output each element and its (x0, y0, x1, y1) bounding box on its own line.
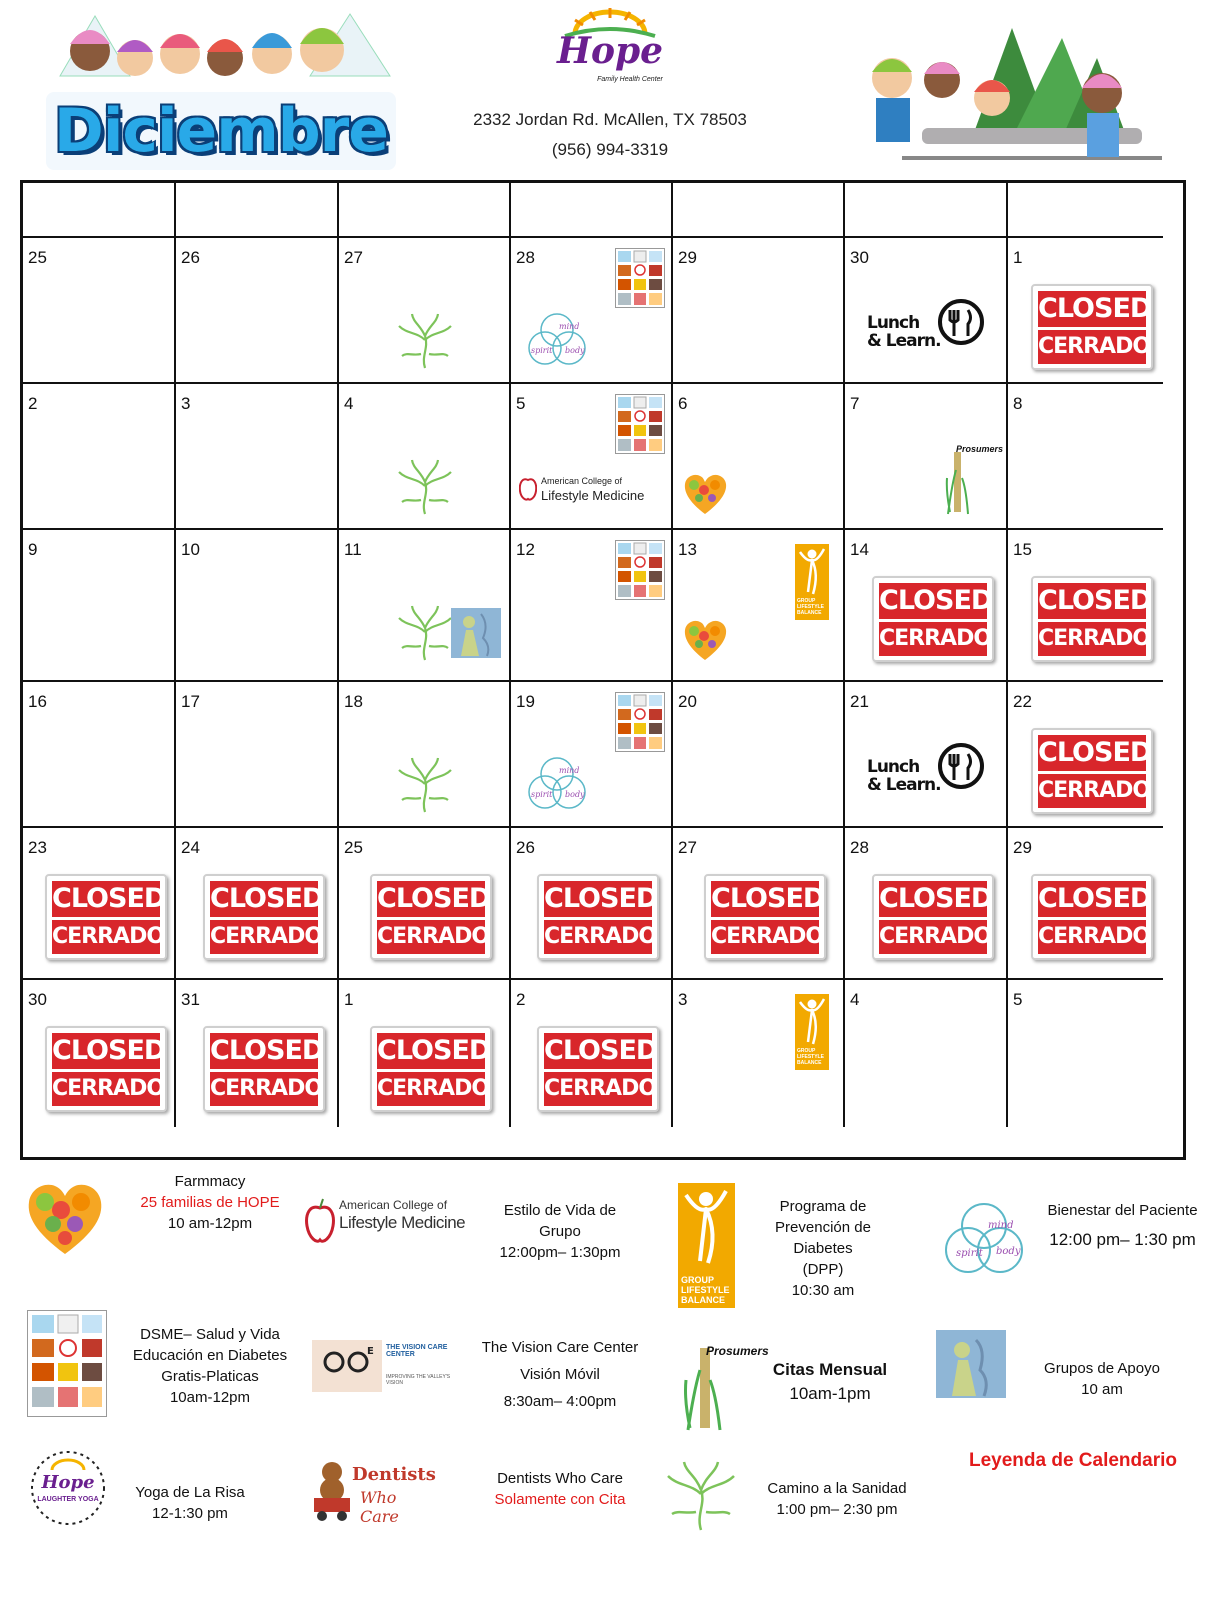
calendar-day-cell (511, 384, 673, 530)
calendar-day-cell (673, 530, 845, 682)
legend-vision-time: 8:30am– 4:00pm (503, 1393, 617, 1410)
calendar-day-cell (845, 682, 1008, 828)
calendar-day-cell (511, 238, 673, 384)
legend-camino-title: Camino a la Sanidad (767, 1480, 907, 1497)
closed-sign (45, 1026, 167, 1112)
calendar-day-cell (339, 682, 511, 828)
weekday-header-cell (176, 183, 339, 238)
calendar-day-cell (845, 980, 1008, 1127)
weekday-header-cell (339, 183, 511, 238)
aclm-line2: Lifestyle Medicine (541, 488, 645, 503)
closed-sign (704, 874, 826, 960)
day-number: 27 (344, 248, 363, 267)
day-number: 31 (181, 990, 200, 1009)
weekday-header-cell (23, 183, 176, 238)
day-number: 6 (678, 394, 688, 413)
legend-estilo-line2: Grupo (539, 1223, 581, 1240)
closed-sign-spanish: CERRADO (210, 1072, 318, 1106)
legend-dentists-sub: Solamente con Cita (494, 1491, 626, 1508)
tree-icon (656, 1454, 746, 1532)
closed-sign (203, 874, 325, 960)
day-number: 14 (850, 540, 869, 559)
legend-dsme (110, 1324, 310, 1408)
legend-dsme-line2: Educación en Diabetes (132, 1347, 288, 1364)
day-number: 15 (1013, 540, 1032, 559)
calendar-day-cell (23, 384, 176, 530)
closed-sign-english: CLOSED (52, 881, 160, 917)
day-number: 29 (678, 248, 697, 267)
aclm-logo (305, 1196, 470, 1246)
calendar-day-cell (845, 238, 1008, 384)
tree-icon (393, 454, 457, 518)
closed-sign (872, 576, 994, 662)
day-number: 11 (344, 540, 362, 559)
closed-sign-spanish: CERRADO (210, 920, 318, 954)
lunch-logo-line1: Lunch (867, 313, 920, 333)
calendar-day-cell (511, 980, 673, 1127)
aclm-line1: American College of (541, 476, 623, 486)
calendar-day-cell (673, 980, 845, 1127)
day-number: 25 (28, 248, 47, 267)
weekday-header-cell (673, 183, 845, 238)
day-number: 7 (850, 394, 860, 413)
tree-icon (393, 600, 457, 664)
apple-icon (519, 472, 537, 507)
day-number: 10 (181, 540, 200, 559)
calendar-day-cell (23, 530, 176, 682)
legend-dpp-line2: Prevención de (775, 1219, 871, 1236)
day-number: 22 (1013, 692, 1032, 711)
legend-dpp-line4: (DPP) (802, 1261, 844, 1278)
vision-logo-line: THE VISION CARE CENTER (386, 1344, 448, 1358)
closed-sign (1031, 576, 1153, 662)
day-number: 25 (344, 838, 363, 857)
day-number: 24 (181, 838, 200, 857)
closed-sign-english: CLOSED (1038, 735, 1146, 771)
legend-citas-time: 10am-1pm (789, 1384, 871, 1403)
mind-spirit-body-logo (934, 1198, 1034, 1278)
calendar-day-cell (673, 384, 845, 530)
hope-logo (545, 4, 675, 96)
closed-sign-english: CLOSED (377, 881, 485, 917)
legend-estilo (480, 1200, 640, 1263)
legend-vision (470, 1334, 650, 1415)
closed-sign-spanish: CERRADO (52, 920, 160, 954)
closed-sign-english: CLOSED (1038, 583, 1146, 619)
calendar-day-cell (511, 530, 673, 682)
calendar-day-cell (176, 384, 339, 530)
day-number: 4 (850, 990, 860, 1009)
closed-sign-spanish: CERRADO (1038, 774, 1146, 808)
legend-dpp (748, 1196, 898, 1301)
legend-camino (752, 1478, 922, 1520)
closed-sign (1031, 728, 1153, 814)
day-number: 29 (1013, 838, 1032, 857)
legend-vision-line1: The Vision Care Center (481, 1339, 639, 1356)
calendar-day-cell (176, 238, 339, 384)
calendar-day-cell (845, 530, 1008, 682)
clinic-address: 2332 Jordan Rd. McAllen, TX 78503 (473, 110, 747, 129)
legend-vision-line2: Visión Móvil (520, 1366, 600, 1383)
legend-bienestar (1030, 1200, 1215, 1250)
calendar-day-cell (339, 980, 511, 1127)
legend-citas (760, 1358, 900, 1406)
support-group-painting-icon (936, 1330, 1006, 1398)
legend-dpp-line1: Programa de (779, 1198, 867, 1215)
legend-dsme-time: 10am-12pm (169, 1389, 251, 1406)
calendar-day-cell (339, 384, 511, 530)
day-number: 19 (516, 692, 535, 711)
legend-grupos-title: Grupos de Apoyo (1044, 1360, 1160, 1377)
legend-dentists (470, 1468, 650, 1510)
tree-icon (393, 752, 457, 816)
calendar-day-cell (1008, 384, 1163, 530)
day-number: 1 (1013, 248, 1023, 267)
lunch-logo-line1: Lunch (867, 757, 920, 777)
closed-sign (370, 874, 492, 960)
dentists-logo-line1: Dentists (352, 1464, 436, 1485)
apple-icon (305, 1196, 335, 1246)
calendar-day-cell (176, 980, 339, 1127)
fork-knife-icon (937, 298, 985, 351)
vision-care-logo (312, 1340, 467, 1392)
weekday-header-cell (511, 183, 673, 238)
legend-citas-title: Citas Mensual (772, 1360, 888, 1379)
closed-sign-spanish: CERRADO (377, 1072, 485, 1106)
day-number: 30 (850, 248, 869, 267)
closed-sign-spanish: CERRADO (544, 1072, 652, 1106)
closed-sign-english: CLOSED (1038, 291, 1146, 327)
calendar-day-cell (673, 828, 845, 980)
mind-spirit-body-icon (521, 310, 593, 366)
day-number: 3 (181, 394, 191, 413)
dsme-chart-icon (615, 540, 665, 600)
legend-bienestar-time: 12:00 pm– 1:30 pm (1049, 1230, 1196, 1249)
calendar-day-cell (1008, 828, 1163, 980)
closed-sign-english: CLOSED (879, 583, 987, 619)
svg-text:E: E (367, 1346, 374, 1357)
day-number: 13 (678, 540, 697, 559)
calendar-day-cell (176, 682, 339, 828)
legend-estilo-time: 12:00pm– 1:30pm (499, 1244, 621, 1261)
prosumers-logo-text: Prosumers (706, 1344, 769, 1358)
calendar-day-cell (176, 530, 339, 682)
glb-icon-text: GROUP LIFESTYLE BALANCE (797, 1048, 824, 1066)
month-title: Diciembre (46, 92, 396, 170)
closed-sign-english: CLOSED (711, 881, 819, 917)
closed-sign-spanish: CERRADO (1038, 330, 1146, 364)
legend-camino-time: 1:00 pm– 2:30 pm (776, 1501, 898, 1518)
aclm-logo (519, 470, 649, 510)
closed-sign (45, 874, 167, 960)
legend-dpp-line3: Diabetes (793, 1240, 853, 1257)
calendar-day-cell (845, 384, 1008, 530)
svg-text:spirit: spirit (956, 1248, 983, 1259)
day-number: 12 (516, 540, 535, 559)
calendar-day-cell (23, 980, 176, 1127)
calendar-day-cell (511, 828, 673, 980)
closed-sign (537, 874, 659, 960)
day-number: 2 (516, 990, 526, 1009)
calendar-day-cell (673, 682, 845, 828)
dentists-who-care-logo (312, 1458, 436, 1526)
legend-bienestar-title: Bienestar del Paciente (1047, 1202, 1198, 1219)
hope-logo-text: Hope (556, 30, 664, 72)
legend-farmmacy-title: Farmmacy (174, 1173, 246, 1190)
day-number: 4 (344, 394, 354, 413)
day-number: 3 (678, 990, 688, 1009)
legend-yoga-time: 12-1:30 pm (152, 1505, 228, 1522)
laughter-yoga-logo (28, 1448, 108, 1528)
sled-kids-illustration (862, 18, 1182, 170)
calendar-day-cell (1008, 238, 1163, 384)
day-number: 18 (344, 692, 363, 711)
day-number: 5 (516, 394, 526, 413)
heart-produce-icon (683, 618, 728, 662)
day-number: 28 (850, 838, 869, 857)
fork-knife-icon (937, 742, 985, 795)
legend-dpp-time: 10:30 am (791, 1282, 855, 1299)
mind-body-label: body (565, 790, 585, 799)
closed-sign-english: CLOSED (210, 881, 318, 917)
closed-sign-english: CLOSED (879, 881, 987, 917)
group-lifestyle-balance-logo (678, 1183, 735, 1308)
dsme-chart-icon (27, 1310, 107, 1417)
support-group-painting-icon (451, 608, 501, 658)
hope-logo-subtext: Family Health Center (597, 76, 663, 83)
mind-body-label: spirit (531, 790, 553, 799)
svg-text:mind: mind (988, 1220, 1014, 1231)
closed-sign-english: CLOSED (52, 1033, 160, 1069)
legend-dsme-line1: DSME– Salud y Vida (140, 1326, 280, 1343)
mind-spirit-body-icon (521, 754, 593, 810)
closed-sign-spanish: CERRADO (544, 920, 652, 954)
legend-grupos (1022, 1358, 1182, 1400)
calendar-day-cell (176, 828, 339, 980)
closed-sign-spanish: CERRADO (377, 920, 485, 954)
calendar-grid (20, 180, 1186, 1160)
prosumers-logo (944, 444, 1004, 518)
day-number: 30 (28, 990, 47, 1009)
svg-text:body: body (996, 1246, 1021, 1257)
prosumers-logo-text: Prosumers (956, 444, 1004, 454)
closed-sign-english: CLOSED (544, 881, 652, 917)
dsme-chart-icon (615, 692, 665, 752)
legend-yoga (115, 1482, 265, 1524)
weekday-header-cell (845, 183, 1008, 238)
legend-farmmacy-sub: 25 familias de HOPE (140, 1194, 280, 1211)
aclm-logo-line1: American College of (339, 1198, 448, 1212)
closed-sign-spanish: CERRADO (1038, 920, 1146, 954)
mind-body-label: body (565, 346, 585, 355)
day-number: 2 (28, 394, 38, 413)
legend-title: Leyenda de Calendario (968, 1450, 1177, 1471)
calendar-day-cell (1008, 682, 1163, 828)
closed-sign-english: CLOSED (1038, 881, 1146, 917)
calendar-day-cell (23, 238, 176, 384)
day-number: 8 (1013, 394, 1023, 413)
calendar-day-cell (1008, 530, 1163, 682)
day-number: 26 (181, 248, 200, 267)
aclm-logo-line2: Lifestyle Medicine (339, 1213, 466, 1232)
glasses-woman-icon (312, 1340, 382, 1392)
heart-produce-icon (25, 1180, 105, 1260)
glb-logo-text: GROUP LIFESTYLE BALANCE (681, 1275, 730, 1305)
lunch-logo-line2: & Learn. (867, 775, 941, 795)
mind-body-label: mind (559, 322, 580, 331)
day-number: 26 (516, 838, 535, 857)
group-lifestyle-balance-icon (795, 994, 829, 1070)
closed-sign (537, 1026, 659, 1112)
lunch-logo-line2: & Learn. (867, 331, 941, 351)
legend-farmmacy (120, 1171, 300, 1234)
calendar-header (0, 0, 1223, 180)
calendar-day-cell (1008, 980, 1163, 1127)
person-figure-icon (678, 1183, 735, 1273)
mind-body-label: spirit (531, 346, 553, 355)
calendar-day-cell (23, 682, 176, 828)
yoga-logo-laughter: LAUGHTER YOGA (37, 1496, 99, 1503)
closed-sign-english: CLOSED (377, 1033, 485, 1069)
dsme-chart-icon (615, 394, 665, 454)
weekday-header-cell (1008, 183, 1163, 238)
dsme-chart-icon (615, 248, 665, 308)
calendar-day-cell (511, 682, 673, 828)
day-number: 27 (678, 838, 697, 857)
group-lifestyle-balance-icon (795, 544, 829, 620)
legend-farmmacy-time: 10 am-12pm (167, 1215, 253, 1232)
teddy-wagon-icon (312, 1458, 354, 1522)
closed-sign-spanish: CERRADO (879, 920, 987, 954)
closed-sign (1031, 874, 1153, 960)
closed-sign-spanish: CERRADO (52, 1072, 160, 1106)
day-number: 5 (1013, 990, 1023, 1009)
mind-body-label: mind (559, 766, 580, 775)
calendar-day-cell (339, 238, 511, 384)
day-number: 1 (344, 990, 354, 1009)
glb-icon-text: GROUP LIFESTYLE BALANCE (797, 598, 824, 616)
day-number: 17 (181, 692, 200, 711)
lunch-and-learn-logo (867, 298, 987, 368)
legend-dsme-line3: Gratis-Platicas (161, 1368, 259, 1385)
closed-sign-english: CLOSED (210, 1033, 318, 1069)
closed-sign-spanish: CERRADO (1038, 622, 1146, 656)
closed-sign (370, 1026, 492, 1112)
winter-kids-illustration (40, 6, 400, 86)
legend-yoga-title: Yoga de La Risa (135, 1484, 245, 1501)
calendar-day-cell (339, 530, 511, 682)
calendar-day-cell (23, 828, 176, 980)
day-number: 16 (28, 692, 47, 711)
yoga-logo-hope: Hope (41, 1472, 95, 1493)
tree-icon (393, 308, 457, 372)
day-number: 20 (678, 692, 697, 711)
lunch-and-learn-logo (867, 742, 987, 812)
day-number: 9 (28, 540, 38, 559)
day-number: 23 (28, 838, 47, 857)
calendar-day-cell (845, 828, 1008, 980)
heart-produce-icon (683, 472, 728, 516)
legend-grupos-time: 10 am (1081, 1381, 1123, 1398)
day-number: 28 (516, 248, 535, 267)
closed-sign-spanish: CERRADO (711, 920, 819, 954)
closed-sign-spanish: CERRADO (879, 622, 987, 656)
calendar-day-cell (339, 828, 511, 980)
closed-sign (872, 874, 994, 960)
dentists-logo-line2: Who Care (360, 1488, 399, 1526)
prosumers-logo (680, 1340, 769, 1435)
legend-dentists-title: Dentists Who Care (497, 1470, 623, 1487)
legend-estilo-line1: Estilo de Vida de (503, 1202, 617, 1219)
day-number: 21 (850, 692, 869, 711)
vision-logo-tag: IMPROVING THE VALLEY'S VISION (386, 1374, 451, 1386)
closed-sign-english: CLOSED (544, 1033, 652, 1069)
closed-sign (1031, 284, 1153, 370)
calendar-day-cell (673, 238, 845, 384)
clinic-phone: (956) 994-3319 (551, 140, 669, 159)
closed-sign (203, 1026, 325, 1112)
